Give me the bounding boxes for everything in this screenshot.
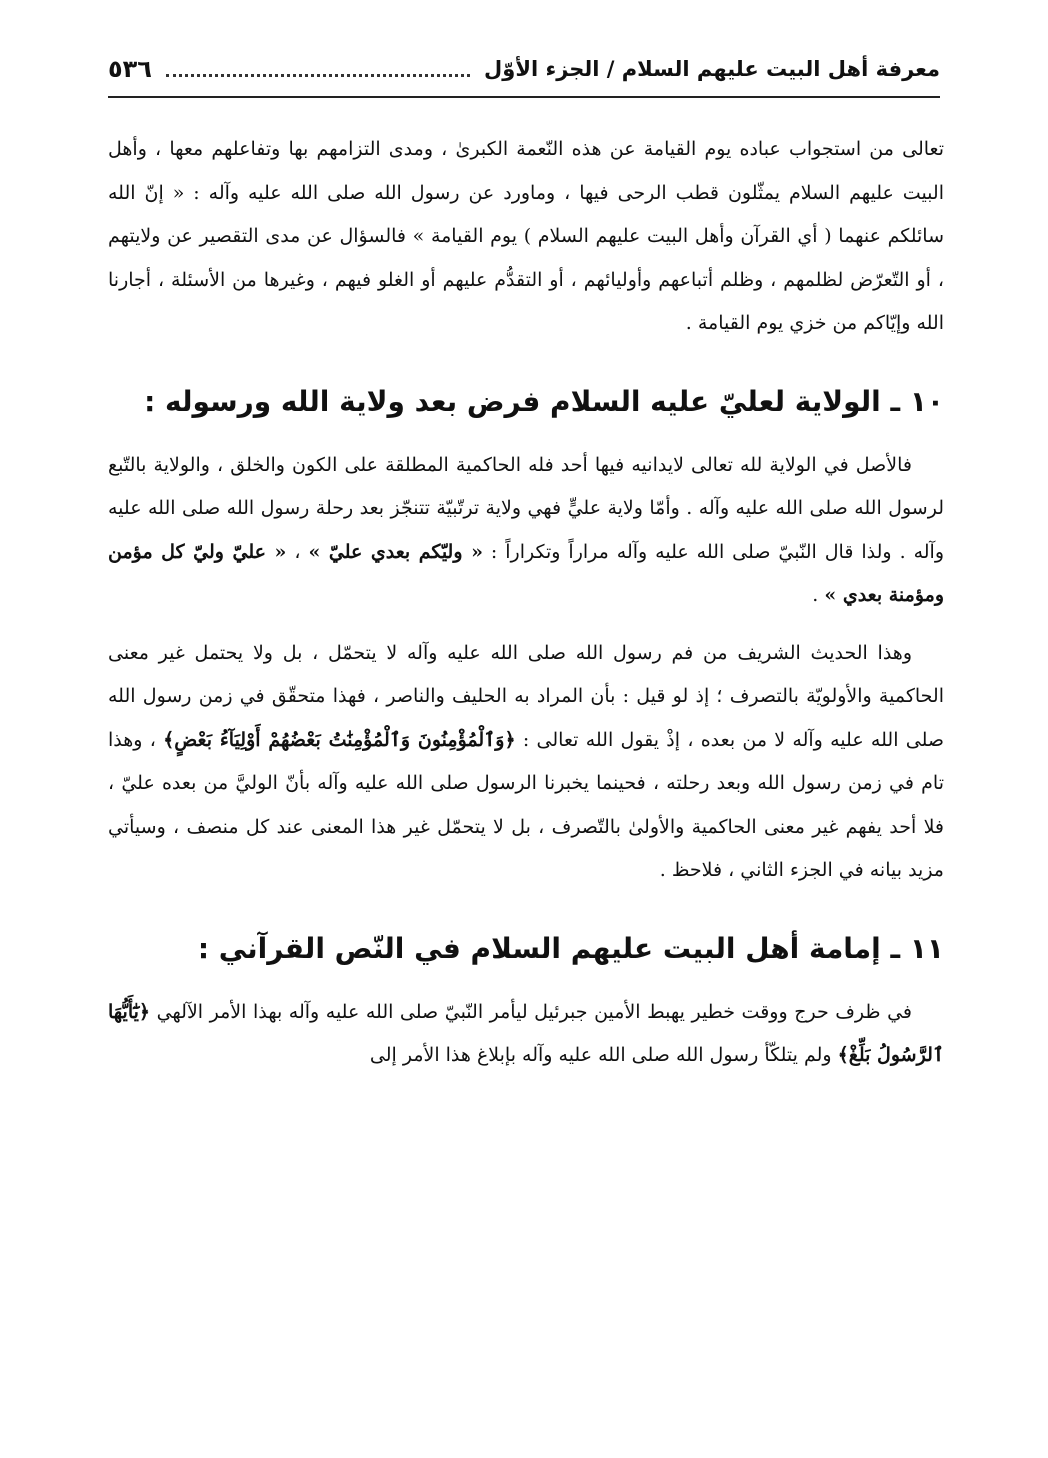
header-title: معرفة أهل البيت عليهم السلام / الجزء الأوّل	[484, 57, 940, 81]
paragraph-1: تعالى من استجواب عباده يوم القيامة عن هذه النّعمة الكبرىٰ ، ومدى التزامهم بها وتفاعلهم معها ، وأهل البيت عليهم السلام يمثّلون قطب الرحى فيها ، وماورد عن رسول الله صلى الله عليه وآله : « إنّ الله سائلكم عنهما ( أي القرآن وأهل البيت عليهم السلام ) يوم القيامة » فالسؤال عن مدى التقصير عن ولايتهم ، أو التّعرّض لظلمهم ، وظلم أتباعهم وأوليائهم ، أو التقدُّم عليهم أو الغلو فيهم ، وغيرها من الأسئلة ، أجارنا الله وإيّاكم من خزي يوم القيامة .	[108, 138, 944, 334]
paragraph-4	[108, 991, 944, 1078]
running-header	[108, 52, 940, 86]
quran-verse-1: ﴿وَٱلْمُؤْمِنُونَ وَٱلْمُؤْمِنَٰتُ بَعْضُهُمْ أَوْلِيَآءُ بَعْضٍ﴾	[163, 728, 516, 751]
paragraph-2	[108, 444, 944, 618]
header-rule	[108, 96, 940, 98]
paragraph-3-text-b: ، وهذا تام في زمن رسول الله وبعد رحلته ، فحينما يخبرنا الرسول صلى الله عليه وآله بأنّ الوليَّ من بعده عليّ ، فلا أحد يفهم غير معنى الحاكمية والأولىٰ بالتّصرف ، بل لا يتحمّل غير هذا المعنى عند كل منصف ، وسيأتي مزيد بيانه في الجزء الثاني ، فلاحظ .	[108, 728, 944, 881]
paragraph-4-text-b: ولم يتلكّأ رسول الله صلى الله عليه وآله بإبلاغ هذا الأمر إلى	[369, 1044, 838, 1066]
paragraph-2-text: فالأصل في الولاية لله تعالى لايدانيه فيها أحد فله الحاكمية المطلقة على الكون والخلق ، والولاية بالتّبع لرسول الله صلى الله عليه وآله . وأمّا ولاية عليٍّ فهي ولاية ترتّبيّة تتنجّز بعد رحلة رسول الله صلى الله عليه وآله . ولذا قال النّبيّ صلى الله عليه وآله مراراً وتكراراً :	[108, 453, 944, 563]
paragraph-3-text-a: وهذا الحديث الشريف من فم رسول الله صلى الله عليه وآله لا يتحمّل ، بل ولا يحتمل غير معنى الحاكمية والأولويّة بالتصرف ؛ إذ لو قيل : بأن المراد به الحليف والناصر ، فهذا متحقّق في زمن رسول الله صلى الله عليه وآله لا من بعده ، إذْ يقول الله تعالى :	[108, 641, 945, 751]
section-heading-11: ١١ ـ إمامة أهل البيت عليهم السلام في النّص القرآني :	[197, 931, 944, 965]
paragraph-2-end: .	[812, 584, 825, 606]
separator: ،	[286, 540, 309, 563]
hadith-quote-1: « وليّكم بعدي عليّ »	[308, 540, 483, 563]
hadith-quote-2: « عليّ وليّ كل مؤمن ومؤمنة بعدي »	[108, 540, 944, 606]
section-heading-10: ١٠ ـ الولاية لعليّ عليه السلام فرض بعد ولاية الله ورسوله :	[144, 384, 944, 418]
quran-verse-2: ﴿يَٰٓأَيُّهَا ٱلرَّسُولُ بَلِّغْ﴾	[108, 1000, 944, 1066]
page-number: ٥٣٦	[108, 55, 152, 83]
header-leader-dots	[166, 66, 470, 77]
paragraph-3	[108, 632, 944, 893]
paragraph-4-text-a: في ظرف حرج ووقت خطير يهبط الأمين جبرئيل ليأمر النّبيّ صلى الله عليه وآله بهذا الأمر الآلهي	[150, 1000, 912, 1023]
page-body	[108, 128, 944, 1078]
